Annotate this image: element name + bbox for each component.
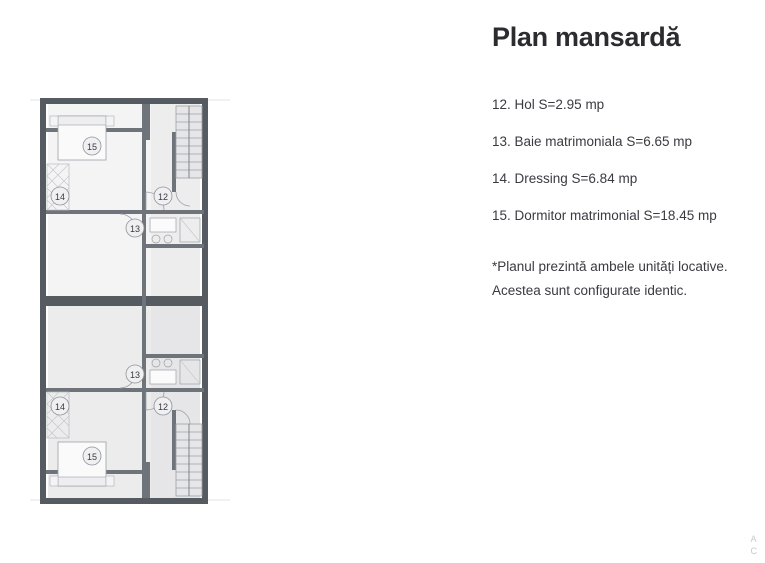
lower-partition-d [46, 388, 146, 392]
tag-label-14-lower: 14 [54, 402, 66, 412]
plan-note [492, 255, 750, 302]
legend-item-dormitor: 15. Dormitor matrimonial S=18.45 mp [492, 208, 717, 223]
upper-wall-right [202, 98, 208, 302]
upper-partition-c [146, 104, 150, 140]
legend-item-hol: 12. Hol S=2.95 mp [492, 97, 605, 112]
lower-wall-top [40, 300, 208, 306]
upper-bed [50, 116, 114, 160]
page-title: Plan mansardă [492, 22, 681, 52]
upper-partition-d [46, 210, 146, 214]
lower-bed [50, 442, 114, 486]
lower-partition-f [142, 354, 204, 358]
tag-label-13-lower: 13 [129, 370, 141, 380]
corner-mark-line-1: A [750, 533, 757, 544]
floor-plan-drawing [20, 80, 460, 540]
upper-partition-f [142, 244, 204, 248]
tag-label-12-upper: 12 [157, 192, 169, 202]
lower-wall-left [40, 300, 46, 504]
upper-partition-e [142, 210, 204, 214]
upper-stair [176, 106, 202, 178]
legend-item-baie: 13. Baie matrimoniala S=6.65 mp [492, 134, 692, 149]
tag-label-15-lower: 15 [86, 452, 98, 462]
plan-note-line-1: *Planul prezintă ambele unități locative. [492, 259, 728, 274]
corner-mark-line-2: C [750, 545, 757, 556]
info-panel [492, 22, 750, 302]
upper-wall-top [40, 98, 208, 104]
tag-label-12-lower: 12 [157, 402, 169, 412]
lower-partition-b [142, 388, 146, 498]
lower-wall-right [202, 300, 208, 504]
plan-note-line-2: Acestea sunt configurate identic. [492, 282, 688, 298]
upper-partition-h [172, 132, 176, 192]
lower-partition-e [142, 388, 204, 392]
lower-stair [176, 424, 202, 496]
legend-item-dressing: 14. Dressing S=6.84 mp [492, 171, 638, 186]
floor-plan-svg [20, 80, 460, 540]
upper-partition-b [142, 104, 146, 214]
unit-upper [40, 98, 208, 302]
tag-label-15-upper: 15 [86, 142, 98, 152]
lower-partition-c [146, 462, 150, 498]
lower-partition-h [172, 410, 176, 470]
lower-wall-bottom [40, 498, 208, 504]
tag-label-13-upper: 13 [129, 224, 141, 234]
unit-lower [40, 300, 208, 504]
tag-label-14-upper: 14 [54, 192, 66, 202]
upper-wall-left [40, 98, 46, 302]
corner-mark [751, 533, 758, 557]
